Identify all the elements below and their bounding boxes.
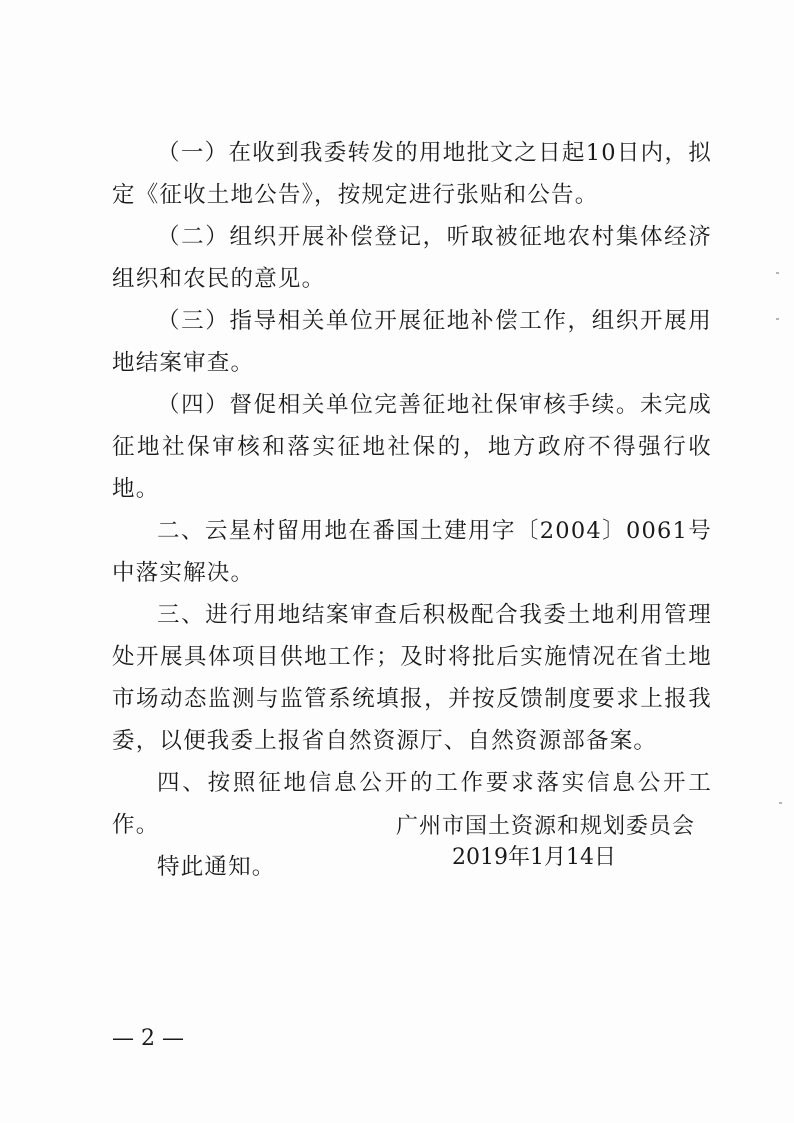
document-body xyxy=(112,132,712,888)
paragraph-item-1: （一）在收到我委转发的用地批文之日起10日内，拟定《征收土地公告》，按规定进行张贴和公告。 xyxy=(112,140,712,208)
signature-organization: 广州市国土资源和规划委员会 xyxy=(396,814,696,839)
page-number: — 2 — xyxy=(112,1026,184,1051)
paragraph-item-3: （三）指导相关单位开展征地补偿工作，组织开展用地结案审查。 xyxy=(112,308,712,376)
closing-notice: 特此通知。 xyxy=(157,854,276,880)
paragraph-section-3: 三、进行用地结案审查后积极配合我委土地利用管理处开展具体项目供地工作；及时将批后实施情况在省土地市场动态监测与监管系统填报，并按反馈制度要求上报我委，以便我委上报省自然资源厅、自然资源部备案。 xyxy=(112,602,712,754)
paragraph-section-4: 四、按照征地信息公开的工作要求落实信息公开工作。 xyxy=(112,770,712,838)
paragraph-section-2: 二、云星村留用地在番国土建用字〔2004〕0061号中落实解决。 xyxy=(112,518,712,586)
scan-margin-mark xyxy=(776,318,779,320)
paragraph-item-4: （四）督促相关单位完善征地社保审核手续。未完成征地社保审核和落实征地社保的，地方政府不得强行收地。 xyxy=(112,392,712,502)
scan-margin-mark xyxy=(779,802,782,804)
scan-margin-mark xyxy=(776,272,779,274)
signature-date: 2019年1月14日 xyxy=(452,845,616,870)
paragraph-item-2: （二）组织开展补偿登记，听取被征地农村集体经济组织和农民的意见。 xyxy=(112,224,712,292)
